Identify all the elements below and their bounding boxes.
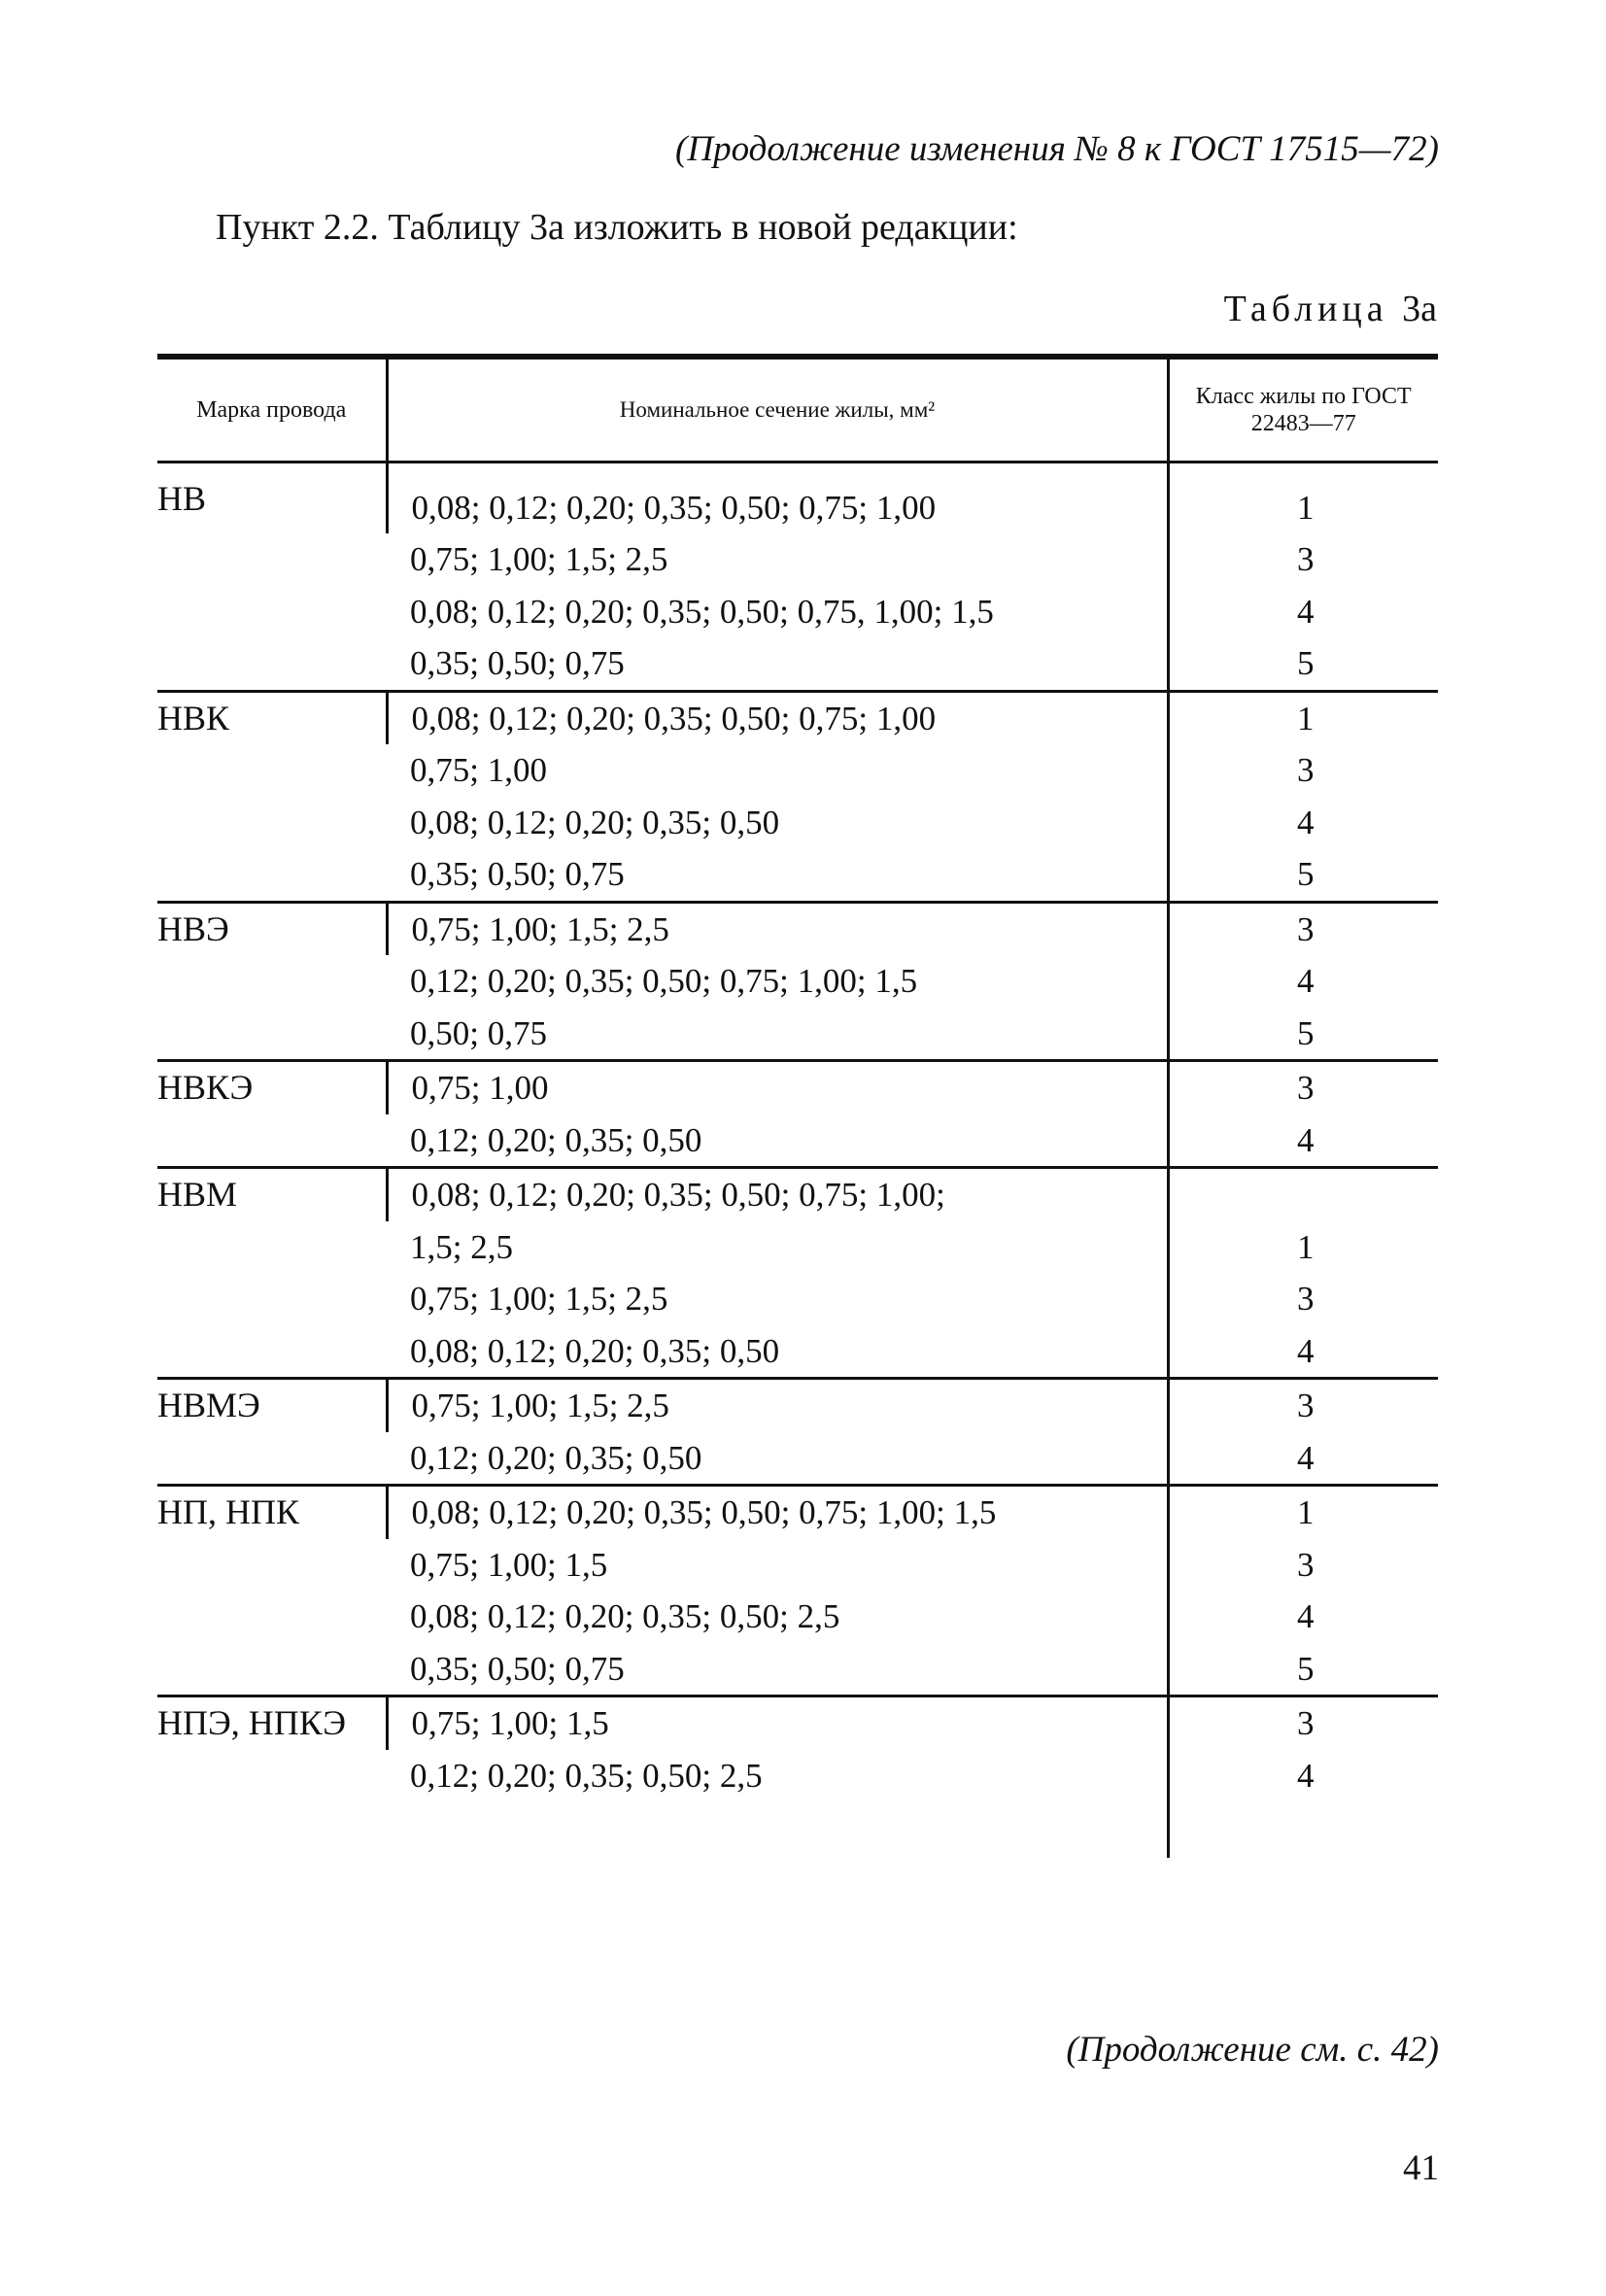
- empty-cell: [1168, 1801, 1438, 1858]
- nominal-section-cell: 0,35; 0,50; 0,75: [410, 1649, 625, 1688]
- table-row: [157, 1696, 1438, 1750]
- nominal-section-cell: 0,12; 0,20; 0,35; 0,50; 2,5: [410, 1756, 763, 1795]
- table-row: [157, 463, 1438, 534]
- core-class-cell: 3: [1168, 744, 1438, 797]
- intro-paragraph: Пункт 2.2. Таблицу 3а изложить в новой редакции:: [216, 207, 1018, 248]
- core-class-cell: 4: [1168, 586, 1438, 638]
- nominal-section-cell: 0,75; 1,00; 1,5; 2,5: [410, 540, 668, 579]
- nominal-section-cell: 0,08; 0,12; 0,20; 0,35; 0,50; 0,75; 1,00: [387, 691, 1168, 744]
- table-row: [157, 1379, 1438, 1432]
- core-class-cell: [1168, 1168, 1438, 1221]
- core-class-cell: 1: [1168, 1486, 1438, 1539]
- nominal-section-cell: 0,35; 0,50; 0,75: [410, 855, 625, 894]
- wire-brand-cell: НВ: [157, 479, 207, 518]
- table-caption-number: 3а: [1402, 289, 1437, 329]
- nominal-section-cell: 0,75; 1,00; 1,5: [410, 1545, 608, 1584]
- core-class-cell: 3: [1168, 533, 1438, 586]
- core-class-cell: 1: [1168, 691, 1438, 744]
- table-row: [157, 1486, 1438, 1539]
- nominal-section-cell: 0,75; 1,00: [387, 1061, 1168, 1114]
- table-row: [157, 902, 1438, 955]
- nominal-section-cell: 0,08; 0,12; 0,20; 0,35; 0,50; 0,75; 1,00; 1,5: [387, 1486, 1168, 1539]
- page-number: 41: [1403, 2148, 1439, 2188]
- core-class-cell: 3: [1168, 902, 1438, 955]
- table-header-row: [157, 357, 1438, 463]
- nominal-section-cell: 0,08; 0,12; 0,20; 0,35; 0,50; 0,75; 1,00: [387, 463, 1168, 534]
- table-caption: [1224, 288, 1437, 330]
- core-class-cell: 5: [1168, 637, 1438, 691]
- wire-brand-cell: НВЭ: [157, 902, 387, 1061]
- nominal-section-cell: 0,75; 1,00; 1,5; 2,5: [410, 1280, 668, 1319]
- header-core-class: Класс жилы по ГОСТ 22483—77: [1168, 357, 1438, 463]
- table-caption-word: Таблица: [1223, 289, 1388, 329]
- table-row: [157, 691, 1438, 744]
- nominal-section-cell: 0,50; 0,75: [410, 1013, 547, 1052]
- core-class-cell: 1: [1168, 1221, 1438, 1274]
- table-row: [157, 1061, 1438, 1114]
- wire-brand-cell: НВКЭ: [157, 1061, 387, 1168]
- core-class-cell: 4: [1168, 1114, 1438, 1168]
- nominal-section-cell: 0,75; 1,00; 1,5: [387, 1696, 1168, 1750]
- core-class-cell: 1: [1168, 463, 1438, 534]
- core-class-cell: 3: [1168, 1539, 1438, 1592]
- wire-brand-cell: НПЭ, НПКЭ: [157, 1696, 387, 1859]
- nominal-section-cell: 0,35; 0,50; 0,75: [410, 644, 625, 683]
- nominal-section-cell: 0,08; 0,12; 0,20; 0,35; 0,50: [410, 803, 780, 841]
- table-body: [157, 463, 1438, 1859]
- nominal-section-cell: 0,12; 0,20; 0,35; 0,50: [410, 1438, 702, 1477]
- core-class-cell: 3: [1168, 1273, 1438, 1325]
- wire-brand-cell: НВК: [157, 691, 387, 902]
- nominal-section-cell: 0,08; 0,12; 0,20; 0,35; 0,50: [410, 1331, 780, 1370]
- core-class-cell: 4: [1168, 1325, 1438, 1379]
- header-nominal-section: Номинальное сечение жилы, мм²: [387, 357, 1168, 463]
- core-class-cell: 4: [1168, 1750, 1438, 1802]
- nominal-section-cell: 0,08; 0,12; 0,20; 0,35; 0,50; 0,75; 1,00;: [387, 1168, 1168, 1221]
- core-class-cell: 3: [1168, 1061, 1438, 1114]
- nominal-section-cell: 0,08; 0,12; 0,20; 0,35; 0,50; 0,75, 1,00; 1,5: [410, 592, 994, 631]
- core-class-cell: 5: [1168, 848, 1438, 902]
- core-class-cell: 4: [1168, 1432, 1438, 1486]
- nominal-section-cell: 0,75; 1,00; 1,5; 2,5: [387, 902, 1168, 955]
- empty-cell: [387, 1801, 1168, 1858]
- nominal-section-cell: 0,12; 0,20; 0,35; 0,50; 0,75; 1,00; 1,5: [410, 962, 918, 1001]
- core-class-cell: 4: [1168, 797, 1438, 849]
- core-class-cell: 3: [1168, 1696, 1438, 1750]
- nominal-section-cell: 0,08; 0,12; 0,20; 0,35; 0,50; 2,5: [410, 1597, 840, 1636]
- table-row: [157, 1168, 1438, 1221]
- nominal-section-cell: 1,5; 2,5: [410, 1227, 513, 1266]
- core-class-cell: 3: [1168, 1379, 1438, 1432]
- header-wire-brand: Марка провода: [196, 397, 347, 423]
- nominal-section-cell: 0,75; 1,00: [410, 751, 547, 790]
- wire-class-table: [157, 354, 1438, 1858]
- wire-brand-cell: НП, НПК: [157, 1486, 387, 1696]
- core-class-cell: 4: [1168, 1591, 1438, 1643]
- core-class-cell: 5: [1168, 1008, 1438, 1061]
- nominal-section-cell: 0,12; 0,20; 0,35; 0,50: [410, 1120, 702, 1159]
- wire-brand-cell: НВМЭ: [157, 1379, 387, 1486]
- continuation-header: (Продолжение изменения № 8 к ГОСТ 17515—72): [675, 129, 1439, 169]
- core-class-cell: 5: [1168, 1643, 1438, 1696]
- continuation-footer: (Продолжение см. с. 42): [1066, 2030, 1439, 2070]
- core-class-cell: 4: [1168, 955, 1438, 1008]
- nominal-section-cell: 0,75; 1,00; 1,5; 2,5: [387, 1379, 1168, 1432]
- wire-brand-cell: НВМ: [157, 1168, 387, 1379]
